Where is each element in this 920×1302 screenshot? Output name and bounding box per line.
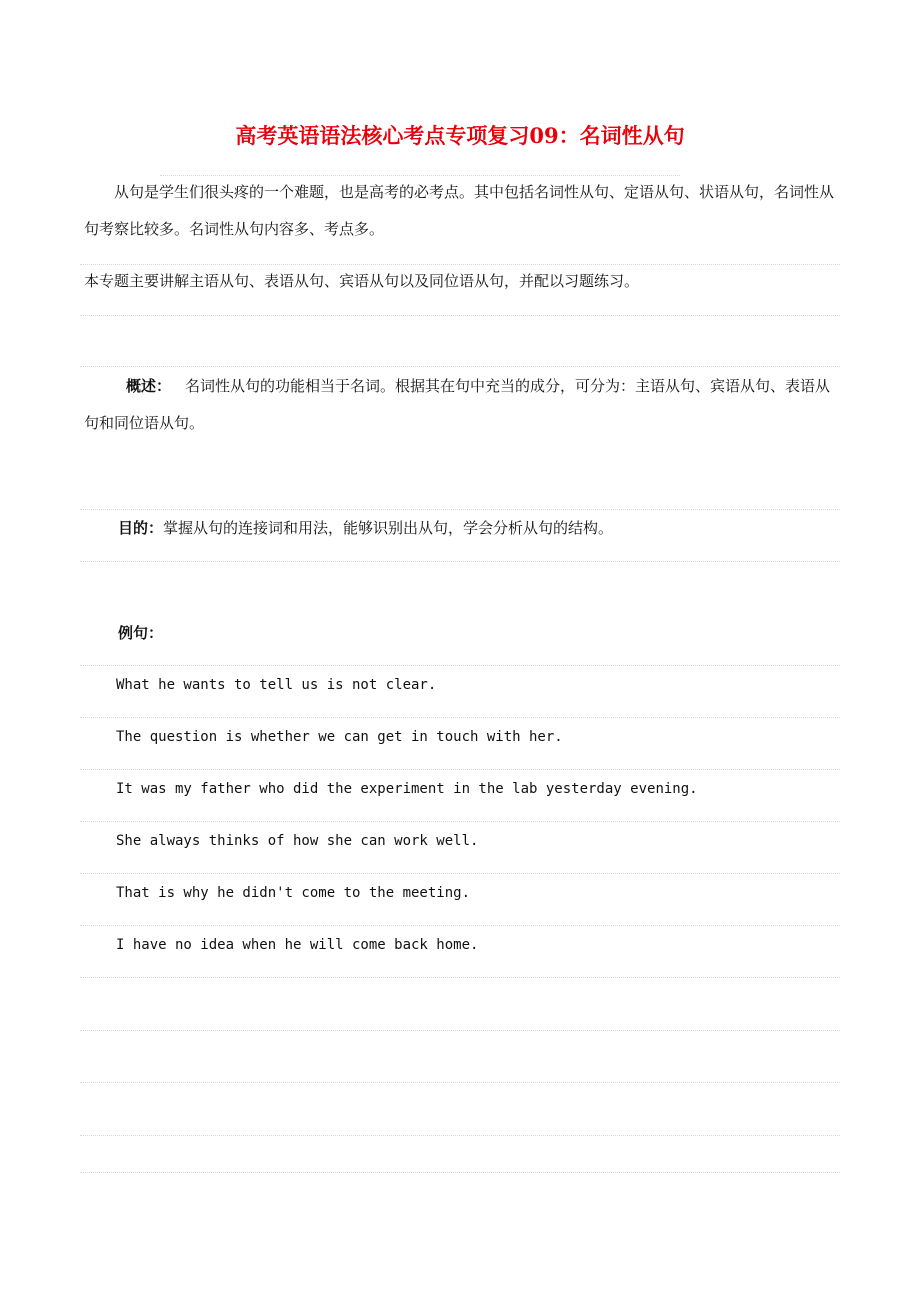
overview-paragraph [84, 368, 840, 442]
example-sentence: It was my father who did the experiment in the lab yesterday evening. [116, 781, 698, 797]
goal-text: 掌握从句的连接词和用法，能够识别出从句，学会分析从句的结构。 [163, 519, 614, 537]
intro-paragraph: 从句是学生们很头疼的一个难题，也是高考的必考点。其中包括名词性从句、定语从句、状语从句，名词性从句考察比较多。名词性从句内容多、考点多。 [84, 183, 835, 238]
document-title: 高考英语语法核心考点专项复习09：名词性从句 [235, 123, 685, 148]
overview-text: 名词性从句的功能相当于名词。根据其在句中充当的成分，可分为：主语从句、宾语从句、表语从句和同位语从句。 [84, 377, 831, 432]
goal-label: 目的： [118, 519, 164, 537]
scope-paragraph: 本专题主要讲解主语从句、表语从句、宾语从句以及同位语从句，并配以习题练习。 [84, 272, 640, 290]
overview-label: 概述： [126, 377, 172, 395]
example-sentence: The question is whether we can get in touch with her. [116, 729, 563, 745]
examples-label: 例句： [118, 624, 164, 642]
example-sentence: I have no idea when he will come back home. [116, 937, 479, 953]
goal-paragraph [84, 510, 840, 547]
example-sentence: That is why he didn't come to the meeting. [116, 885, 471, 901]
example-sentence: What he wants to tell us is not clear. [116, 677, 437, 693]
example-sentence: She always thinks of how she can work well. [116, 833, 479, 849]
